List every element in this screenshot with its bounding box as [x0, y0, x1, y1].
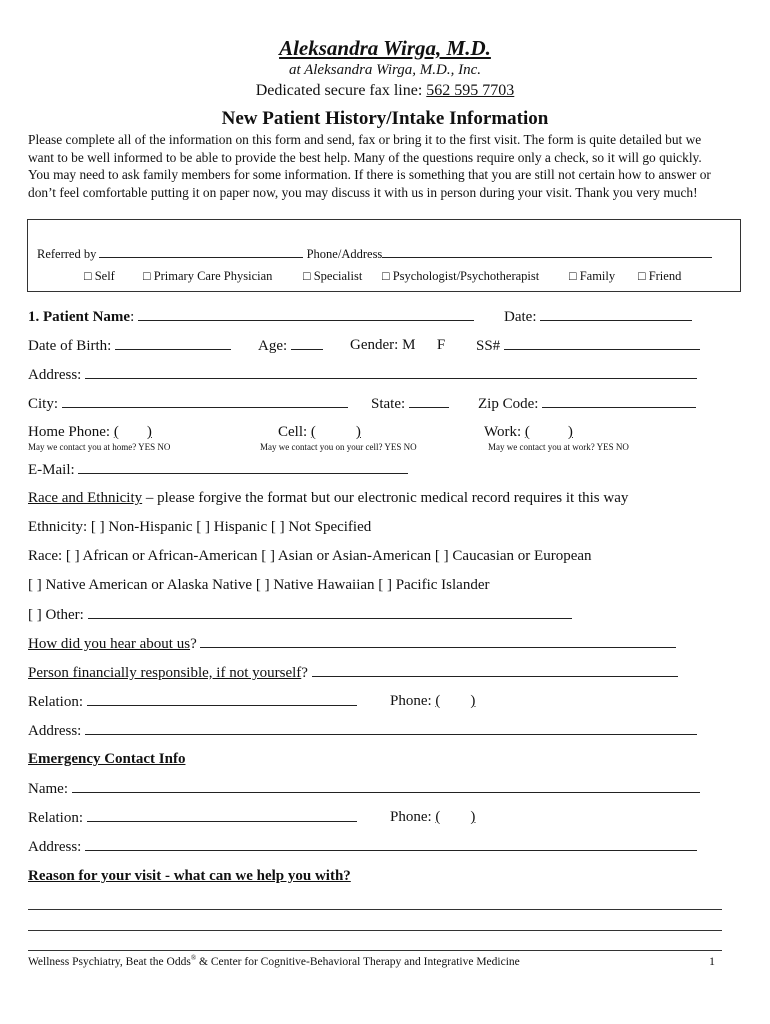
- referral-option-specialist[interactable]: □ Specialist: [303, 269, 363, 283]
- emergency-phone-line: [390, 809, 695, 826]
- email-line: [28, 461, 408, 479]
- contact-work-note: May we contact you at work? YES NO: [488, 442, 629, 452]
- emergency-phone-field[interactable]: ( ): [435, 809, 476, 825]
- reason-heading: Reason for your visit - what can we help you with?: [28, 868, 351, 884]
- race-heading-note: – please forgive the format but our electronic medical record requires it this way: [142, 490, 629, 506]
- home-phone-line: [28, 424, 254, 441]
- race-options-1[interactable]: Race: [ ] African or African-American [ ] Asian or Asian-American [ ] Caucasian or European: [28, 548, 592, 564]
- form-title: New Patient History/Intake Information: [221, 108, 549, 129]
- zip-line: [478, 395, 696, 413]
- checkbox-icon: □: [382, 269, 390, 283]
- ssn-label: SS#: [476, 338, 501, 354]
- registered-mark: ®: [190, 954, 197, 962]
- checkbox-icon: □: [303, 269, 311, 283]
- address-label: Address:: [28, 367, 82, 383]
- city-field[interactable]: [62, 395, 348, 408]
- cell-phone-field[interactable]: ( ): [310, 424, 361, 440]
- practice-name: at Aleksandra Wirga, M.D., Inc.: [288, 62, 482, 78]
- hear-about-line: How did you hear about us?: [28, 635, 676, 653]
- doctor-name: Aleksandra Wirga, M.D.: [279, 36, 491, 60]
- home-phone-label: Home Phone:: [28, 424, 111, 440]
- reason-line-2[interactable]: [28, 930, 722, 931]
- phone-address-label: Phone/Address: [306, 247, 383, 261]
- referred-by-field[interactable]: [99, 245, 303, 258]
- gender-line: [350, 337, 445, 354]
- date-label: Date:: [504, 309, 537, 325]
- phone-address-field[interactable]: [382, 245, 712, 258]
- email-label: E-Mail:: [28, 462, 75, 478]
- race-other-field[interactable]: [88, 606, 572, 619]
- city-line: [28, 395, 348, 413]
- dob-line: [28, 337, 231, 355]
- email-field[interactable]: [78, 461, 408, 474]
- emergency-phone-label: Phone:: [390, 809, 432, 825]
- emergency-address-field[interactable]: [85, 838, 697, 851]
- state-line: [371, 395, 449, 413]
- race-heading-label: Race and Ethnicity: [28, 490, 143, 506]
- dob-label: Date of Birth:: [28, 338, 112, 354]
- financial-address-label: Address:: [28, 723, 82, 739]
- financial-relation-label: Relation:: [28, 694, 83, 710]
- referral-option-family[interactable]: □ Family: [569, 269, 616, 283]
- date-line: [504, 308, 692, 326]
- referral-option-psychologist[interactable]: □ Psychologist/Psychotherapist: [382, 269, 540, 283]
- emergency-name-label: Name:: [28, 781, 68, 797]
- ssn-line: [476, 337, 700, 355]
- dob-field[interactable]: [115, 337, 231, 350]
- financial-phone-label: Phone:: [390, 693, 432, 709]
- address-field[interactable]: [85, 366, 697, 379]
- financial-address-line: [28, 722, 697, 740]
- cell-phone-line: [278, 424, 469, 441]
- ethnicity-options[interactable]: Ethnicity: [ ] Non-Hispanic [ ] Hispanic [ ] Not Specified: [28, 519, 372, 535]
- financial-relation-field[interactable]: [87, 693, 357, 706]
- checkbox-icon: □: [84, 269, 92, 283]
- checkbox-icon: □: [638, 269, 646, 283]
- financial-phone-field[interactable]: ( ): [435, 693, 476, 709]
- footer-divider: [28, 950, 722, 951]
- financial-relation-line: [28, 693, 357, 711]
- hear-about-field[interactable]: [200, 635, 676, 648]
- state-field[interactable]: [409, 395, 449, 408]
- contact-cell-note: May we contact you on your cell? YES NO: [260, 442, 417, 452]
- referral-option-pcp[interactable]: □ Primary Care Physician: [143, 269, 273, 283]
- age-label: Age:: [258, 338, 288, 354]
- emergency-heading: Emergency Contact Info: [28, 751, 186, 767]
- fax-label: Dedicated secure fax line:: [255, 82, 427, 99]
- referred-by-label: Referred by: [37, 247, 97, 261]
- financial-field[interactable]: [312, 664, 678, 677]
- age-line: [258, 337, 323, 355]
- race-heading: [28, 490, 628, 507]
- gender-label: Gender:: [350, 337, 399, 353]
- emergency-relation-label: Relation:: [28, 810, 83, 826]
- financial-address-field[interactable]: [85, 722, 697, 735]
- gender-m-option[interactable]: M: [402, 337, 416, 353]
- financial-line: Person financially responsible, if not yourself?: [28, 664, 678, 682]
- state-label: State:: [371, 396, 406, 412]
- ssn-field[interactable]: [504, 337, 700, 350]
- race-other-line: [28, 606, 572, 624]
- work-phone-field[interactable]: ( ): [524, 424, 573, 440]
- patient-name-line: 1. Patient Name:: [28, 308, 474, 326]
- gender-f-option[interactable]: F: [436, 337, 446, 353]
- emergency-address-label: Address:: [28, 839, 82, 855]
- date-field[interactable]: [540, 308, 692, 321]
- emergency-relation-line: [28, 809, 357, 827]
- financial-label: Person financially responsible, if not yourself: [28, 665, 302, 681]
- referral-option-friend[interactable]: □ Friend: [638, 269, 682, 283]
- zip-label: Zip Code:: [478, 396, 539, 412]
- intro-paragraph: Please complete all of the information on this form and send, fax or bring it to the first visit. The form is quite detailed but we want to be well informed to be able to provide the best help. Many of the questions require only a check, so it will go quickly. You may need to ask family members for some information. If there is something that you are still not certain how to answer or don’t feel comfortable putting it on paper now, you may discuss it with us in person during your visit. Thank you very much!: [28, 132, 711, 200]
- home-phone-field[interactable]: ( ): [113, 424, 152, 440]
- work-label: Work:: [484, 424, 522, 440]
- age-field[interactable]: [291, 337, 323, 350]
- address-line: [28, 366, 697, 384]
- patient-name-label: 1. Patient Name: [28, 309, 131, 325]
- page-number: 1: [709, 954, 715, 968]
- emergency-address-line: [28, 838, 697, 856]
- emergency-relation-field[interactable]: [87, 809, 357, 822]
- race-options-2[interactable]: [ ] Native American or Alaska Native [ ] Native Hawaiian [ ] Pacific Islander: [28, 577, 490, 593]
- patient-name-field[interactable]: [138, 308, 474, 321]
- fax-number: 562 595 7703: [426, 82, 515, 99]
- footer-text: Wellness Psychiatry, Beat the Odds® & Center for Cognitive-Behavioral Therapy and Integrative Medicine: [28, 954, 520, 968]
- emergency-name-line: [28, 780, 700, 798]
- contact-home-note: May we contact you at home? YES NO: [28, 442, 171, 452]
- emergency-name-field[interactable]: [72, 780, 700, 793]
- race-other-option[interactable]: [ ] Other:: [28, 607, 84, 623]
- checkbox-icon: □: [143, 269, 151, 283]
- hear-about-label: How did you hear about us: [28, 636, 191, 652]
- work-phone-line: [484, 424, 703, 441]
- checkbox-icon: □: [569, 269, 577, 283]
- reason-line-1[interactable]: [28, 909, 722, 910]
- fax-line: [0, 82, 770, 100]
- zip-field[interactable]: [542, 395, 696, 408]
- financial-phone-line: [390, 693, 695, 710]
- city-label: City:: [28, 396, 59, 412]
- referral-option-self[interactable]: □ Self: [84, 269, 115, 283]
- cell-label: Cell:: [278, 424, 308, 440]
- referral-line: [37, 245, 712, 262]
